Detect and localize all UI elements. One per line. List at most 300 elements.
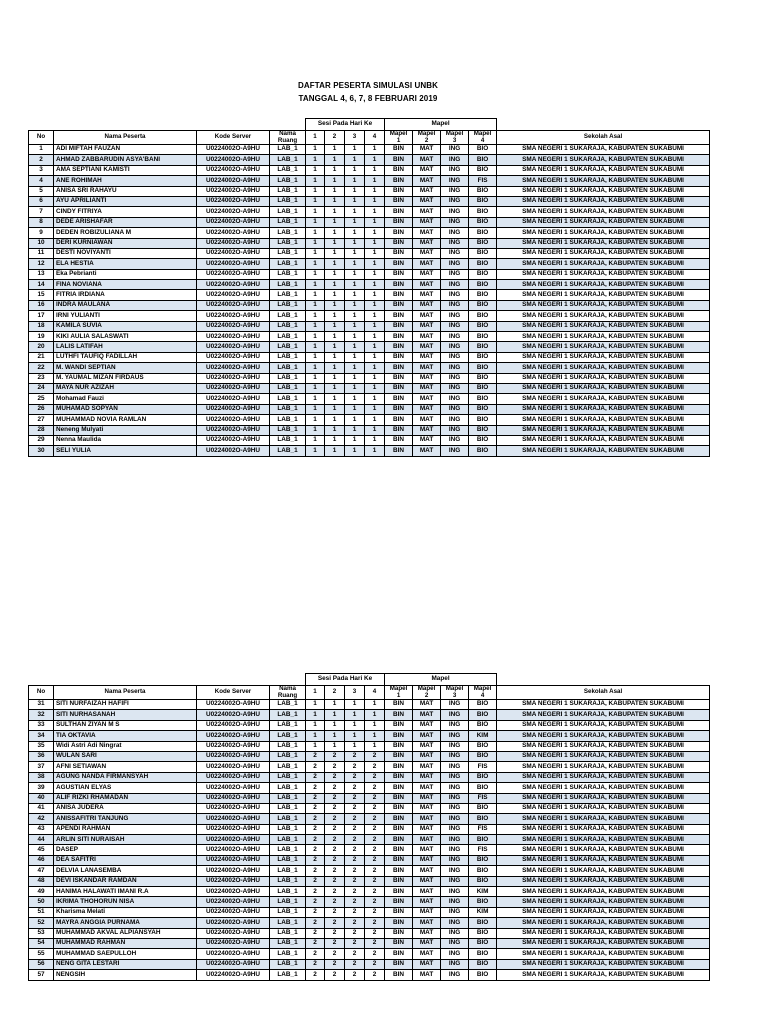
cell-ruang: LAB_1 <box>270 814 306 824</box>
cell-no: 5 <box>29 186 54 196</box>
cell-ruang: LAB_1 <box>270 363 306 373</box>
cell-mapel-1: BIN <box>385 970 413 980</box>
cell-sesi-4: 1 <box>365 415 385 425</box>
cell-mapel-1: BIN <box>385 751 413 761</box>
cell-sesi-4: 1 <box>365 720 385 730</box>
cell-no: 38 <box>29 772 54 782</box>
col-header-nama: Nama Peserta <box>54 686 197 700</box>
col-header-sesi-1: 1 <box>306 686 325 700</box>
col-header-no: No <box>29 131 54 145</box>
cell-ruang: LAB_1 <box>270 710 306 720</box>
cell-nama: Kharisma Melati <box>54 907 197 917</box>
cell-sesi-1: 2 <box>306 887 325 897</box>
mapel-group-header: Mapel <box>385 119 497 131</box>
cell-sekolah: SMA NEGERI 1 SUKARAJA, KABUPATEN SUKABUMI <box>497 332 710 342</box>
cell-mapel-4: BIO <box>469 446 497 456</box>
cell-kode-server: U0224002O-A9HU <box>197 217 270 227</box>
cell-mapel-1: BIN <box>385 228 413 238</box>
cell-sesi-1: 2 <box>306 949 325 959</box>
cell-nama: FINA NOVIANA <box>54 280 197 290</box>
cell-sesi-2: 1 <box>325 720 345 730</box>
cell-nama: MUHAMMAD NOVIA RAMLAN <box>54 415 197 425</box>
cell-mapel-1: BIN <box>385 949 413 959</box>
cell-no: 19 <box>29 332 54 342</box>
cell-mapel-4: FIS <box>469 793 497 803</box>
header-spacer <box>497 119 710 131</box>
cell-sesi-2: 2 <box>325 876 345 886</box>
cell-mapel-1: BIN <box>385 876 413 886</box>
mapel-label: Mapel <box>445 130 464 137</box>
cell-sesi-3: 2 <box>345 783 365 793</box>
cell-sesi-1: 1 <box>306 394 325 404</box>
cell-sesi-2: 1 <box>325 435 345 445</box>
cell-mapel-3: ING <box>441 155 469 165</box>
cell-mapel-4: BIO <box>469 207 497 217</box>
cell-mapel-3: ING <box>441 217 469 227</box>
cell-mapel-3: ING <box>441 165 469 175</box>
table-row <box>29 176 710 186</box>
table-row <box>29 165 710 175</box>
cell-mapel-3: ING <box>441 751 469 761</box>
cell-mapel-3: ING <box>441 394 469 404</box>
cell-mapel-3: ING <box>441 876 469 886</box>
cell-mapel-3: ING <box>441 280 469 290</box>
cell-mapel-2: MAT <box>413 363 441 373</box>
cell-ruang: LAB_1 <box>270 373 306 383</box>
cell-mapel-2: MAT <box>413 145 441 155</box>
cell-sesi-3: 1 <box>345 741 365 751</box>
cell-sesi-4: 2 <box>365 835 385 845</box>
cell-mapel-1: BIN <box>385 897 413 907</box>
table-row <box>29 907 710 917</box>
cell-mapel-1: BIN <box>385 415 413 425</box>
cell-mapel-1: BIN <box>385 383 413 393</box>
cell-sesi-2: 1 <box>325 710 345 720</box>
cell-no: 45 <box>29 845 54 855</box>
cell-no: 18 <box>29 321 54 331</box>
cell-mapel-3: ING <box>441 383 469 393</box>
cell-kode-server: U0224002O-A9HU <box>197 855 270 865</box>
cell-sesi-4: 1 <box>365 435 385 445</box>
cell-sekolah: SMA NEGERI 1 SUKARAJA, KABUPATEN SUKABUMI <box>497 751 710 761</box>
cell-sesi-4: 1 <box>365 311 385 321</box>
cell-no: 36 <box>29 751 54 761</box>
cell-sesi-3: 1 <box>345 259 365 269</box>
mapel-number: 3 <box>452 136 457 144</box>
cell-no: 29 <box>29 435 54 445</box>
cell-ruang: LAB_1 <box>270 887 306 897</box>
cell-sesi-3: 2 <box>345 907 365 917</box>
cell-kode-server: U0224002O-A9HU <box>197 280 270 290</box>
cell-sesi-3: 1 <box>345 446 365 456</box>
cell-mapel-3: ING <box>441 321 469 331</box>
cell-ruang: LAB_1 <box>270 228 306 238</box>
cell-ruang: LAB_1 <box>270 196 306 206</box>
cell-mapel-4: KIM <box>469 907 497 917</box>
cell-no: 6 <box>29 196 54 206</box>
cell-sesi-1: 2 <box>306 762 325 772</box>
cell-sesi-3: 1 <box>345 311 365 321</box>
cell-nama: DEVI ISKANDAR RAMDAN <box>54 876 197 886</box>
cell-mapel-4: BIO <box>469 710 497 720</box>
cell-mapel-1: BIN <box>385 731 413 741</box>
table-row <box>29 866 710 876</box>
cell-sesi-3: 2 <box>345 938 365 948</box>
cell-mapel-4: BIO <box>469 404 497 414</box>
cell-no: 47 <box>29 866 54 876</box>
cell-ruang: LAB_1 <box>270 959 306 969</box>
cell-mapel-4: BIO <box>469 248 497 258</box>
cell-mapel-2: MAT <box>413 918 441 928</box>
cell-mapel-1: BIN <box>385 938 413 948</box>
cell-nama: IKRIMA THOHORUN NISA <box>54 897 197 907</box>
cell-nama: APENDI RAHMAN <box>54 824 197 834</box>
cell-mapel-1: BIN <box>385 280 413 290</box>
cell-sesi-3: 1 <box>345 196 365 206</box>
cell-sesi-4: 1 <box>365 300 385 310</box>
cell-nama: ANISSAFITRI TANJUNG <box>54 814 197 824</box>
cell-sesi-1: 1 <box>306 435 325 445</box>
cell-mapel-3: ING <box>441 311 469 321</box>
cell-sesi-4: 1 <box>365 155 385 165</box>
cell-sesi-3: 2 <box>345 928 365 938</box>
cell-mapel-2: MAT <box>413 741 441 751</box>
cell-sesi-1: 1 <box>306 425 325 435</box>
cell-mapel-2: MAT <box>413 446 441 456</box>
table-row <box>29 762 710 772</box>
cell-ruang: LAB_1 <box>270 824 306 834</box>
cell-mapel-3: ING <box>441 269 469 279</box>
cell-ruang: LAB_1 <box>270 145 306 155</box>
cell-mapel-4: FIS <box>469 824 497 834</box>
table-row <box>29 363 710 373</box>
cell-sekolah: SMA NEGERI 1 SUKARAJA, KABUPATEN SUKABUMI <box>497 824 710 834</box>
cell-sesi-4: 2 <box>365 907 385 917</box>
cell-sekolah: SMA NEGERI 1 SUKARAJA, KABUPATEN SUKABUMI <box>497 918 710 928</box>
cell-sesi-1: 1 <box>306 741 325 751</box>
table-row <box>29 186 710 196</box>
table-row <box>29 918 710 928</box>
cell-ruang: LAB_1 <box>270 186 306 196</box>
cell-ruang: LAB_1 <box>270 793 306 803</box>
cell-no: 8 <box>29 217 54 227</box>
cell-sesi-2: 1 <box>325 394 345 404</box>
cell-ruang: LAB_1 <box>270 835 306 845</box>
cell-no: 25 <box>29 394 54 404</box>
cell-nama: SITI NURHASANAH <box>54 710 197 720</box>
cell-sesi-2: 1 <box>325 290 345 300</box>
cell-sesi-2: 1 <box>325 363 345 373</box>
column-header-row <box>29 686 710 700</box>
cell-kode-server: U0224002O-A9HU <box>197 720 270 730</box>
cell-sesi-3: 1 <box>345 383 365 393</box>
cell-ruang: LAB_1 <box>270 876 306 886</box>
cell-mapel-3: ING <box>441 186 469 196</box>
cell-mapel-3: ING <box>441 731 469 741</box>
col-header-sekolah: Sekolah Asal <box>497 686 710 700</box>
cell-mapel-4: BIO <box>469 751 497 761</box>
mapel-number: 4 <box>480 136 485 144</box>
cell-kode-server: U0224002O-A9HU <box>197 404 270 414</box>
table-row <box>29 835 710 845</box>
cell-nama: IRNI YULIANTI <box>54 311 197 321</box>
cell-sesi-4: 1 <box>365 741 385 751</box>
cell-nama: INDRA MAULANA <box>54 300 197 310</box>
cell-mapel-2: MAT <box>413 835 441 845</box>
cell-ruang: LAB_1 <box>270 731 306 741</box>
table-row <box>29 300 710 310</box>
mapel-label: Mapel <box>417 130 436 137</box>
cell-mapel-4: BIO <box>469 383 497 393</box>
cell-kode-server: U0224002O-A9HU <box>197 332 270 342</box>
table-row <box>29 342 710 352</box>
cell-sesi-2: 2 <box>325 887 345 897</box>
cell-sesi-3: 1 <box>345 720 365 730</box>
cell-sesi-2: 1 <box>325 352 345 362</box>
cell-sesi-4: 2 <box>365 783 385 793</box>
cell-sesi-4: 1 <box>365 332 385 342</box>
cell-sesi-3: 2 <box>345 855 365 865</box>
cell-ruang: LAB_1 <box>270 290 306 300</box>
cell-nama: DASEP <box>54 845 197 855</box>
cell-sesi-1: 1 <box>306 165 325 175</box>
cell-sesi-3: 1 <box>345 394 365 404</box>
cell-mapel-1: BIN <box>385 435 413 445</box>
cell-mapel-4: BIO <box>469 165 497 175</box>
cell-no: 30 <box>29 446 54 456</box>
cell-mapel-1: BIN <box>385 145 413 155</box>
cell-sesi-2: 1 <box>325 176 345 186</box>
table-row <box>29 332 710 342</box>
cell-sesi-1: 1 <box>306 196 325 206</box>
cell-sesi-4: 2 <box>365 928 385 938</box>
cell-sesi-4: 1 <box>365 731 385 741</box>
cell-no: 24 <box>29 383 54 393</box>
cell-ruang: LAB_1 <box>270 772 306 782</box>
cell-mapel-4: BIO <box>469 425 497 435</box>
cell-sesi-1: 1 <box>306 228 325 238</box>
cell-sesi-4: 2 <box>365 970 385 980</box>
cell-sekolah: SMA NEGERI 1 SUKARAJA, KABUPATEN SUKABUMI <box>497 280 710 290</box>
cell-no: 56 <box>29 959 54 969</box>
cell-mapel-3: ING <box>441 342 469 352</box>
table-row <box>29 155 710 165</box>
cell-sesi-2: 1 <box>325 383 345 393</box>
mapel-label: Mapel <box>473 130 492 137</box>
cell-sekolah: SMA NEGERI 1 SUKARAJA, KABUPATEN SUKABUMI <box>497 435 710 445</box>
cell-mapel-1: BIN <box>385 720 413 730</box>
cell-mapel-2: MAT <box>413 332 441 342</box>
cell-sesi-1: 1 <box>306 700 325 710</box>
cell-nama: AGUSTIAN ELYAS <box>54 783 197 793</box>
cell-sesi-1: 1 <box>306 280 325 290</box>
cell-nama: KIKI AULIA SALASWATI <box>54 332 197 342</box>
cell-sekolah: SMA NEGERI 1 SUKARAJA, KABUPATEN SUKABUMI <box>497 145 710 155</box>
cell-sesi-3: 2 <box>345 762 365 772</box>
cell-mapel-1: BIN <box>385 352 413 362</box>
cell-ruang: LAB_1 <box>270 207 306 217</box>
cell-sesi-3: 1 <box>345 145 365 155</box>
mapel-number: 1 <box>396 136 401 144</box>
cell-mapel-1: BIN <box>385 814 413 824</box>
cell-nama: AFNI SETIAWAN <box>54 762 197 772</box>
col-header-ruang <box>270 686 306 700</box>
cell-mapel-1: BIN <box>385 835 413 845</box>
cell-sesi-3: 1 <box>345 363 365 373</box>
cell-sesi-2: 1 <box>325 300 345 310</box>
cell-mapel-2: MAT <box>413 300 441 310</box>
cell-kode-server: U0224002O-A9HU <box>197 866 270 876</box>
cell-sesi-3: 2 <box>345 866 365 876</box>
cell-no: 13 <box>29 269 54 279</box>
cell-mapel-3: ING <box>441 238 469 248</box>
cell-ruang: LAB_1 <box>270 446 306 456</box>
cell-mapel-3: ING <box>441 446 469 456</box>
cell-kode-server: U0224002O-A9HU <box>197 321 270 331</box>
col-header-sesi-4: 4 <box>365 131 385 145</box>
cell-mapel-1: BIN <box>385 155 413 165</box>
cell-sesi-2: 2 <box>325 897 345 907</box>
cell-mapel-2: MAT <box>413 887 441 897</box>
cell-sesi-4: 2 <box>365 762 385 772</box>
cell-sesi-1: 1 <box>306 332 325 342</box>
cell-sesi-1: 1 <box>306 342 325 352</box>
cell-mapel-3: ING <box>441 824 469 834</box>
cell-sesi-3: 2 <box>345 803 365 813</box>
cell-no: 14 <box>29 280 54 290</box>
cell-mapel-3: ING <box>441 897 469 907</box>
cell-sesi-3: 1 <box>345 332 365 342</box>
cell-sesi-1: 1 <box>306 238 325 248</box>
cell-mapel-1: BIN <box>385 700 413 710</box>
cell-sesi-3: 1 <box>345 300 365 310</box>
cell-mapel-4: BIO <box>469 280 497 290</box>
cell-mapel-2: MAT <box>413 394 441 404</box>
cell-nama: MAYRA ANGGIA PURNAMA <box>54 918 197 928</box>
cell-sekolah: SMA NEGERI 1 SUKARAJA, KABUPATEN SUKABUMI <box>497 855 710 865</box>
table-row <box>29 290 710 300</box>
cell-mapel-3: ING <box>441 176 469 186</box>
cell-mapel-2: MAT <box>413 876 441 886</box>
table-row <box>29 248 710 258</box>
table-row <box>29 321 710 331</box>
header-spacer <box>29 674 306 686</box>
col-header-mapel-4 <box>469 131 497 145</box>
cell-mapel-4: BIO <box>469 321 497 331</box>
cell-mapel-3: ING <box>441 710 469 720</box>
cell-sesi-4: 1 <box>365 228 385 238</box>
cell-sesi-2: 1 <box>325 404 345 414</box>
sesi-group-header: Sesi Pada Hari Ke <box>306 674 385 686</box>
cell-kode-server: U0224002O-A9HU <box>197 342 270 352</box>
table-row <box>29 352 710 362</box>
cell-sekolah: SMA NEGERI 1 SUKARAJA, KABUPATEN SUKABUMI <box>497 207 710 217</box>
header-spacer <box>497 674 710 686</box>
cell-sesi-3: 2 <box>345 793 365 803</box>
cell-sekolah: SMA NEGERI 1 SUKARAJA, KABUPATEN SUKABUMI <box>497 938 710 948</box>
cell-no: 11 <box>29 248 54 258</box>
cell-sesi-4: 2 <box>365 918 385 928</box>
cell-ruang: LAB_1 <box>270 970 306 980</box>
cell-ruang: LAB_1 <box>270 238 306 248</box>
cell-nama: M. YAUMAL MIZAN FIRDAUS <box>54 373 197 383</box>
cell-nama: M. WANDI SEPTIAN <box>54 363 197 373</box>
cell-mapel-4: BIO <box>469 269 497 279</box>
cell-sekolah: SMA NEGERI 1 SUKARAJA, KABUPATEN SUKABUMI <box>497 720 710 730</box>
cell-kode-server: U0224002O-A9HU <box>197 248 270 258</box>
cell-sesi-3: 2 <box>345 814 365 824</box>
cell-ruang: LAB_1 <box>270 165 306 175</box>
cell-nama: NENGSIH <box>54 970 197 980</box>
cell-mapel-1: BIN <box>385 803 413 813</box>
table-row <box>29 803 710 813</box>
cell-sesi-4: 1 <box>365 373 385 383</box>
cell-sesi-1: 2 <box>306 959 325 969</box>
cell-sesi-3: 2 <box>345 751 365 761</box>
cell-sesi-1: 1 <box>306 710 325 720</box>
cell-mapel-1: BIN <box>385 772 413 782</box>
cell-mapel-2: MAT <box>413 866 441 876</box>
cell-nama: ANISA SRI RAHAYU <box>54 186 197 196</box>
cell-sesi-4: 1 <box>365 290 385 300</box>
table-row <box>29 855 710 865</box>
cell-mapel-4: BIO <box>469 772 497 782</box>
cell-sekolah: SMA NEGERI 1 SUKARAJA, KABUPATEN SUKABUMI <box>497 186 710 196</box>
cell-sesi-4: 1 <box>365 404 385 414</box>
cell-mapel-4: BIO <box>469 741 497 751</box>
cell-no: 1 <box>29 145 54 155</box>
cell-sesi-2: 2 <box>325 762 345 772</box>
cell-sesi-2: 1 <box>325 269 345 279</box>
cell-ruang: LAB_1 <box>270 762 306 772</box>
table-row <box>29 814 710 824</box>
cell-sesi-1: 1 <box>306 186 325 196</box>
cell-kode-server: U0224002O-A9HU <box>197 228 270 238</box>
mapel-label: Mapel <box>473 685 492 692</box>
cell-kode-server: U0224002O-A9HU <box>197 970 270 980</box>
cell-no: 54 <box>29 938 54 948</box>
cell-mapel-4: BIO <box>469 814 497 824</box>
mapel-label: Mapel <box>389 130 408 137</box>
cell-sesi-2: 1 <box>325 165 345 175</box>
cell-nama: TIA OKTAVIA <box>54 731 197 741</box>
cell-sesi-1: 2 <box>306 855 325 865</box>
cell-mapel-2: MAT <box>413 435 441 445</box>
cell-mapel-1: BIN <box>385 342 413 352</box>
cell-sesi-4: 1 <box>365 342 385 352</box>
cell-mapel-4: BIO <box>469 938 497 948</box>
cell-sekolah: SMA NEGERI 1 SUKARAJA, KABUPATEN SUKABUMI <box>497 772 710 782</box>
cell-sesi-3: 1 <box>345 425 365 435</box>
cell-sesi-1: 1 <box>306 217 325 227</box>
cell-mapel-1: BIN <box>385 762 413 772</box>
cell-mapel-3: ING <box>441 290 469 300</box>
cell-sesi-1: 2 <box>306 772 325 782</box>
cell-ruang: LAB_1 <box>270 855 306 865</box>
cell-sesi-3: 2 <box>345 876 365 886</box>
cell-ruang: LAB_1 <box>270 938 306 948</box>
cell-no: 15 <box>29 290 54 300</box>
cell-sesi-2: 2 <box>325 772 345 782</box>
cell-sesi-4: 1 <box>365 321 385 331</box>
cell-no: 40 <box>29 793 54 803</box>
cell-mapel-2: MAT <box>413 949 441 959</box>
cell-kode-server: U0224002O-A9HU <box>197 363 270 373</box>
cell-kode-server: U0224002O-A9HU <box>197 446 270 456</box>
cell-nama: DEDEN ROBIZULIANA M <box>54 228 197 238</box>
cell-nama: AMA SEPTIANI KAMISTI <box>54 165 197 175</box>
cell-mapel-1: BIN <box>385 907 413 917</box>
